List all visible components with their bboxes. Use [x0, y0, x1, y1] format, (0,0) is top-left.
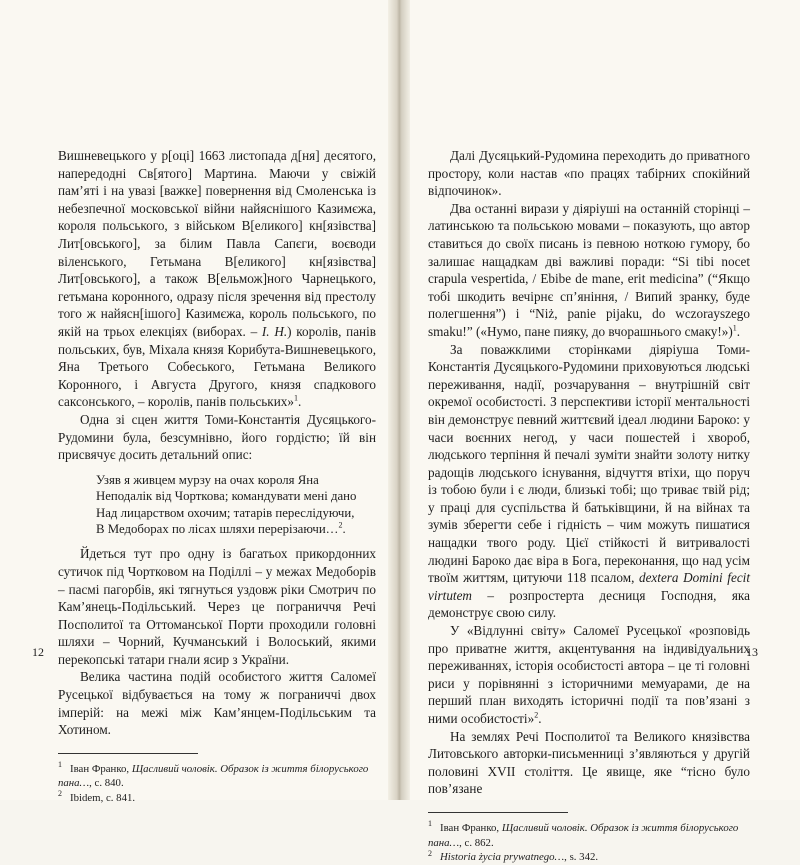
left-paragraph-4: Велика частина подій особистого життя Саломеї Русецької відбувається на тому ж пограниччі двох імперій: на межі між Кам’янцем-Подільським та Хотином. — [58, 669, 376, 738]
footnote-ref: 1 — [732, 323, 737, 333]
footnote-divider — [428, 812, 568, 813]
left-paragraph-2: Одна зі сцен життя Томи-Константія Дусяцького-Рудомини була, безсумнівно, його гордістю; їй він присвячує досить детальний опис: — [58, 411, 376, 463]
poem-line: Неподалік від Чорткова; командувати мені дано — [96, 489, 357, 504]
editor-initials: І. Н. — [261, 323, 288, 339]
right-paragraph-5: На землях Речі Посполитої та Великого князівства Литовського авторки-письменниці з’являються у другій половині XVII століття. Це явище, яке “тісно було пов’язане — [428, 728, 750, 797]
page-number-left: 12 — [32, 645, 44, 659]
footnote: $^2$ Ibidem, с. 841. — [58, 789, 136, 805]
footnote-divider — [58, 753, 198, 754]
right-paragraph-3: За поважклими сторінками діяріуша Томи-Константія Дусяцького-Рудомини приховуються людські переживання, надії, розчарування – внутрішній світ окремої особистості. З перспективи історії ментальності він демонструє певний життєвий ідеал людини Бароко: у часи воєнних негод, у часи пошестей і хвороб, людського терпіння й печалі зуміти знайти золоту нитку радощів людського існування, відчуття втіхи, що поруч із тобою були і є люди, близькі тобі; що триває твій рід; у праці для суспільства й батьківщини, й на війнах та зумів зберегти себе і гідність – чим можуть пишатися нащадки твого роду. Цієї стійкості й витривалості людині Бароко дає віра в Бога, переконання, що над усім твоїм життям, цитуючи 118 псалом, dextera Domini fecit virtutem – розпростерта десниця Господня, яка демонструє свою силу. — [428, 341, 750, 621]
left-footnotes — [58, 762, 376, 806]
footnote-ref: 2 — [338, 520, 343, 530]
poem-quote — [96, 472, 376, 538]
footnote: $^1$ Іван Франко, Щасливий чоловік. Образок із життя білоруського пана…, с. 862. — [428, 819, 739, 849]
right-text-column — [428, 147, 750, 865]
footnote-ref: 2 — [534, 710, 539, 720]
right-paragraph-2: Два останні вирази у діяріуші на останній сторінці – латинською та польською мовами – показують, що автор ставиться до своїх писань із певною ноткою гумору, бо залишає нащадкам дві важливі поради: “Si tibi nocet crapula vespertida, / Ebibe de mane, erit medicina” (“Якщо тобі шкодить вечірнє сп’яніння, / Випий зранку, буде полегшення”) і “Niż, panie pijaku, do wczorayszego smaku!” («Нумо, пане пияку, до вчорашнього смаку!»)$^1$. — [428, 200, 750, 339]
left-text-column — [58, 147, 376, 806]
left-paragraph-1: Вишневецького у р[оці] 1663 листопада д[ня] десятого, напередодні Св[ятого] Мартина. Маючи у свіжій пам’яті і на увазі [важке] повернення від Смоленська із небезпечної московської війни найяснішого Казимєжа, короля польського, з військом В[еликого] кн[язівства] Лит[овського], за білим Павла Сапєги, воєводи віленського, Гетьмана В[еликого] кн[язівства] Лит[овського], а також В[ельмож]ного Чарнецького, гетьмана коронного, одразу після зречення від престолу того ж найясн[ішого] Казимєжа, король польського, по якій на трьох елекціях (виборах. – І. Н.) королів, панів польських, був, Міхала князя Корибута-Вишневецького, Яна Третього Собеського, Гетьмана Великого Коронного, і Августа Другого, князя спадкового саксонського, – королів, панів польських»$^1$. — [58, 148, 376, 410]
right-footnotes — [428, 821, 750, 865]
poem-line: В Медоборах по лісах шляхи перерізаючи…$^2$. — [96, 520, 346, 536]
poem-line: Над лицарством охочим; татарів переслідуючи, — [96, 505, 355, 520]
page-number-right: 13 — [746, 645, 758, 659]
book-gutter — [388, 0, 410, 800]
right-page — [398, 0, 800, 864]
latin-quote: dextera Domini fecit virtutem — [428, 570, 750, 603]
left-paragraph-3: Йдеться тут про одну із багатьох прикордонних сутичок під Чортковом на Поділлі – у межах Медоборів – пасмі пагорбів, які тягнуться уздовж ріки Смотрич по Кам’янець-Подільський. Через це пограниччя Речі Посполитої та Оттоманської Порти проходили головні шляхи – Чорний, Кучманський і Волоський, якими перекопські татари гнали ясир з України. — [58, 546, 376, 667]
right-paragraph-1: Далі Дусяцький-Рудомина переходить до приватного простору, коли настав «по працях табірних спокійний відпочинок». — [428, 148, 750, 199]
left-page — [0, 0, 396, 805]
footnote: $^1$ Іван Франко, Щасливий чоловік. Образок із життя білоруського пана…, с. 840. — [58, 760, 369, 790]
footnote: $^2$ Historia życia prywatnego…, s. 342. — [428, 848, 599, 864]
footnote-ref: 1 — [293, 393, 298, 403]
poem-line: Узяв я живцем мурзу на очах короля Яна — [96, 472, 319, 487]
right-paragraph-4: У «Відлунні світу» Саломеї Русецької «розповідь про приватне життя, акцентування на індивідуальних переживаннях, історія особистості автора – це ті головні риси у порівнянні з історичними мемуарами, де на перший план виходять історичні події та пов’язані з ними особистості»$^2$. — [428, 623, 750, 726]
